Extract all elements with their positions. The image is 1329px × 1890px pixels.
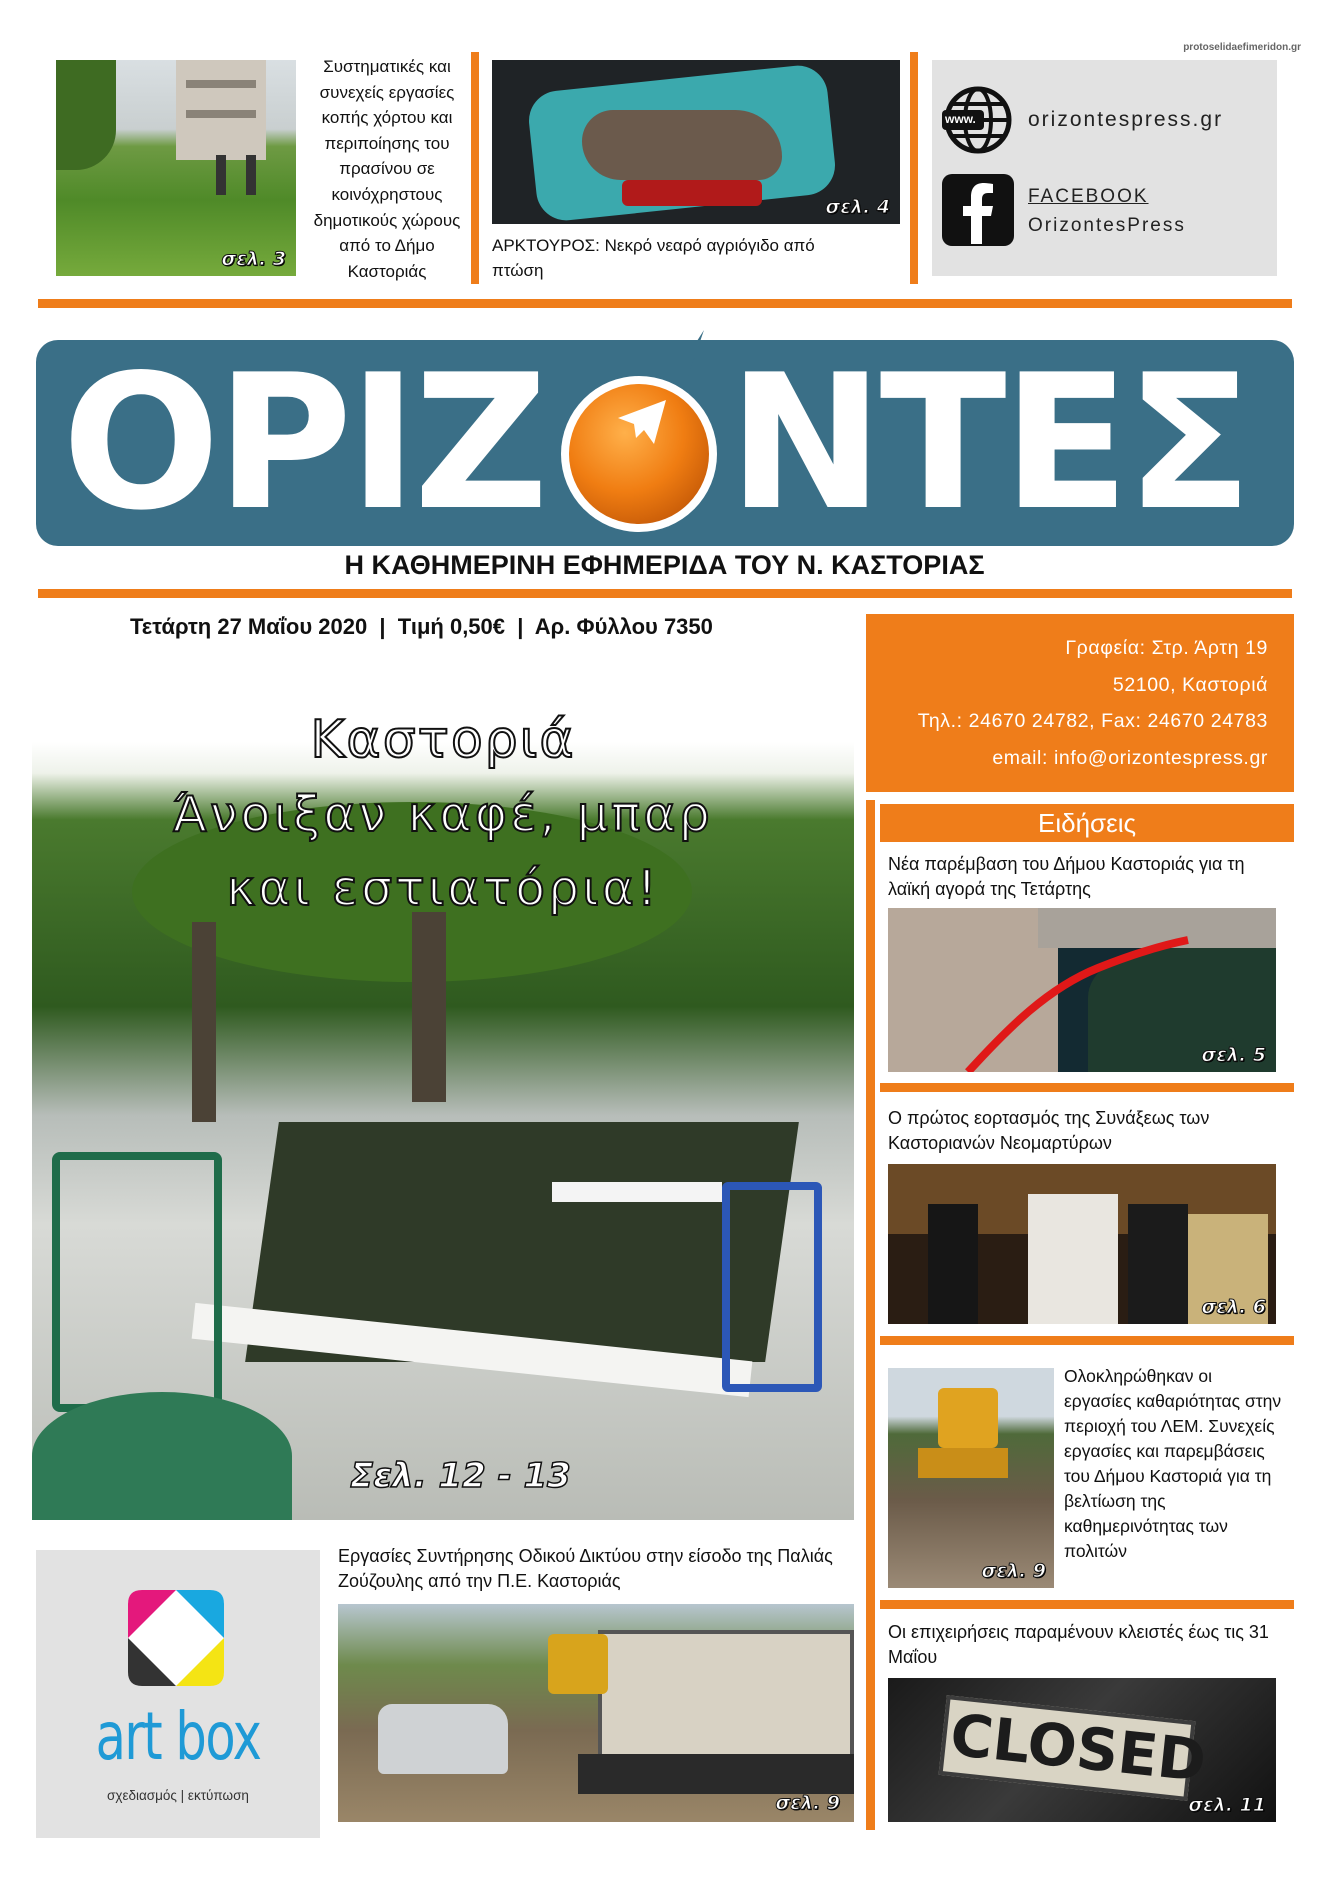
source-tag: protoselidaefimeridon.gr bbox=[1183, 42, 1301, 53]
column-divider bbox=[471, 52, 479, 284]
top-story-1-text: Συστηματικές και συνεχείς εργασίες κοπής χόρτου και περιποίησης του πρασίνου σε κοινόχρηστους δημοτικούς χώρους από το Δήμο Καστοριάς bbox=[313, 57, 461, 281]
offices-address: Γραφεία: Στρ. Άρτη 19 bbox=[1065, 637, 1268, 659]
masthead-logo-o bbox=[554, 326, 724, 548]
facebook-page[interactable]: OrizontesPress bbox=[1028, 215, 1186, 236]
bottom-story-text: Εργασίες Συντήρησης Οδικού Δικτύου στην είσοδο της Παλιάς Ζούζουλης από την Π.Ε. Καστοριάς bbox=[338, 1546, 833, 1591]
rule-top bbox=[38, 299, 1292, 308]
page-ref-11: σελ. 11 bbox=[1188, 1794, 1266, 1816]
top-story-2-text: ΑΡΚΤΟΥΡΟΣ: Νεκρό νεαρό αγριόγιδο από πτώση bbox=[492, 236, 815, 280]
page-ref-4: σελ. 4 bbox=[825, 196, 890, 218]
artbox-ad[interactable] bbox=[36, 1550, 320, 1838]
lead-headline-2: και εστιατόρια! bbox=[226, 860, 660, 917]
lake-map-photo bbox=[888, 908, 1276, 1072]
issue-line: Τετάρτη 27 Μαΐου 2020 | Τιμή 0,50€ | Αρ. Φύλλου 7350 bbox=[130, 614, 713, 639]
artbox-brand: art box bbox=[95, 1698, 261, 1775]
masthead-title-left: ΟΡΙΖ bbox=[62, 334, 545, 551]
clergy-photo bbox=[888, 1164, 1276, 1324]
page-ref-5: σελ. 5 bbox=[1201, 1044, 1266, 1066]
news-1-text: Νέα παρέμβαση του Δήμου Καστοριάς για τη λαϊκή αγορά της Τετάρτης bbox=[888, 854, 1245, 899]
news-rule-2 bbox=[880, 1336, 1294, 1345]
roadworks-photo bbox=[338, 1604, 854, 1822]
news-4-text: Οι επιχειρήσεις παραμένουν κλειστές έως τις 31 Μαΐου bbox=[888, 1622, 1269, 1667]
artbox-tagline: σχεδιασμός | εκτύπωση bbox=[107, 1788, 249, 1803]
news-column-rule bbox=[866, 800, 875, 1830]
news-heading: Ειδήσεις bbox=[880, 804, 1294, 842]
offices-phone: Τηλ.: 24670 24782, Fax: 24670 24783 bbox=[917, 710, 1268, 732]
lead-kicker: Καστοριά bbox=[310, 710, 576, 770]
lawn-photo bbox=[56, 60, 296, 276]
page-ref-3: σελ. 3 bbox=[221, 248, 286, 270]
excavator-photo bbox=[888, 1368, 1054, 1588]
contact-box bbox=[932, 60, 1277, 276]
chamois-photo bbox=[492, 60, 900, 224]
lead-photo bbox=[32, 742, 854, 1520]
facebook-label[interactable]: FACEBOOK bbox=[1028, 186, 1149, 207]
website-link[interactable]: orizontespress.gr bbox=[1028, 108, 1224, 131]
news-rule-3 bbox=[880, 1600, 1294, 1609]
facebook-icon bbox=[942, 174, 1014, 246]
offices-box bbox=[866, 614, 1294, 792]
masthead-subtitle: Η ΚΑΘΗΜΕΡΙΝΗ ΕΦΗΜΕΡΙΔΑ ΤΟΥ Ν. ΚΑΣΤΟΡΙΑΣ bbox=[344, 550, 985, 580]
www-label: www. bbox=[945, 112, 976, 126]
lead-page-ref: Σελ. 12 - 13 bbox=[350, 1456, 571, 1496]
page-ref-9b: σελ. 9 bbox=[775, 1792, 840, 1814]
page-ref-9a: σελ. 9 bbox=[981, 1560, 1046, 1582]
masthead-title-right: ΝΤΕΣ bbox=[728, 334, 1249, 551]
closed-sign-photo bbox=[888, 1678, 1276, 1822]
page-ref-6: σελ. 6 bbox=[1201, 1296, 1266, 1318]
globe-icon bbox=[942, 84, 1014, 156]
offices-email[interactable]: email: info@orizontespress.gr bbox=[992, 746, 1268, 769]
lead-headline-1: Άνοιξαν καφέ, μπαρ bbox=[173, 786, 713, 843]
rule-masthead bbox=[38, 589, 1292, 598]
column-divider-2 bbox=[910, 52, 918, 284]
offices-city: 52100, Καστοριά bbox=[1112, 673, 1268, 696]
closed-sign-text: CLOSED bbox=[947, 1700, 1210, 1796]
news-2-text: Ο πρώτος εορτασμός της Συνάξεως των Καστοριανών Νεομαρτύρων bbox=[888, 1108, 1210, 1153]
artbox-logo-icon bbox=[128, 1590, 224, 1686]
news-3-text: Ολοκληρώθηκαν οι εργασίες καθαριότητας στην περιοχή του ΛΕΜ. Συνεχείς εργασίες και παρεμβάσεις του Δήμου Καστοριά για τη βελτίωση της καθημερινότητας των πολιτών bbox=[1064, 1366, 1282, 1561]
news-rule-1 bbox=[880, 1083, 1294, 1092]
